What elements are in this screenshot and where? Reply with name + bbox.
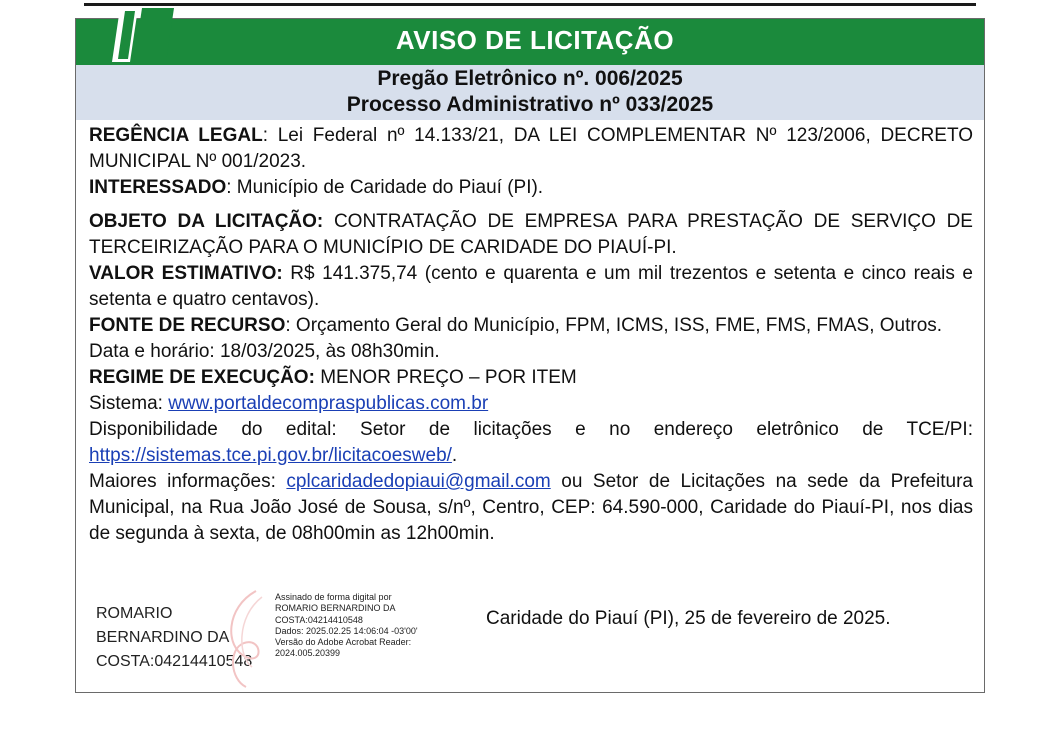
info-email-link[interactable]: cplcaridadedopiaui@gmail.com xyxy=(286,471,551,492)
fonte-text: : Orçamento Geral do Município, FPM, ICMS, ISS, FME, FMS, FMAS, Outros. xyxy=(285,315,943,336)
info-suffix: ou Setor de Licitações na sede da Prefeitura Municipal, na Rua João José de Sousa, s/nº, Centro, CEP: 64.590-000, Caridade do Piauí-PI, nos dias de segunda à sexta, de 08h00min as 12h00min. xyxy=(89,471,974,544)
valor-text: R$ 141.375,74 (cento e quarenta e um mil trezentos e setenta e cinco reais e setenta e quatro centavos). xyxy=(89,263,974,310)
notice-title: AVISO DE LICITAÇÃO xyxy=(395,25,675,55)
valor-paragraph xyxy=(89,261,973,313)
sistema-paragraph xyxy=(89,391,973,417)
signer-name-line: ROMARIO xyxy=(96,605,173,622)
signature-meta-line: Assinado de forma digital por xyxy=(275,592,392,602)
interessado-label: INTERESSADO xyxy=(89,177,227,198)
edital-suffix: . xyxy=(451,445,458,466)
regencia-text: : Lei Federal nº 14.133/21, DA LEI COMPLEMENTAR Nº 123/2006, DECRETO MUNICIPAL Nº 001/2023. xyxy=(89,125,973,172)
fonte-label: FONTE DE RECURSO xyxy=(89,315,286,336)
edital-link[interactable]: https://sistemas.tce.pi.gov.br/licitacoesweb/ xyxy=(89,445,452,466)
pregao-number: Pregão Eletrônico nº. 006/2025 xyxy=(377,67,683,90)
regime-label: REGIME DE EXECUÇÃO: xyxy=(89,367,315,388)
regime-paragraph xyxy=(89,365,973,391)
top-rule xyxy=(84,3,976,6)
signature-meta-line: ROMARIO BERNARDINO DA xyxy=(275,603,396,614)
signature-meta-line: Versão do Adobe Acrobat Reader: xyxy=(275,637,412,648)
subheader-band xyxy=(76,65,984,120)
logo-mark-icon xyxy=(110,4,174,62)
processo-number: Processo Administrativo nº 033/2025 xyxy=(346,93,714,116)
signature-meta-line: COSTA:04214410548 xyxy=(275,614,363,625)
place-and-date: Caridade do Piauí (PI), 25 de fevereiro de 2025. xyxy=(486,608,891,629)
notice-frame xyxy=(75,18,985,693)
regime-text: MENOR PREÇO – POR ITEM xyxy=(314,367,577,388)
info-prefix: Maiores informações: xyxy=(89,471,287,492)
signature-seal-icon xyxy=(216,587,276,691)
signer-name-line: COSTA:04214410548 xyxy=(96,653,253,670)
interessado-text: : Município de Caridade do Piauí (PI). xyxy=(226,177,544,198)
objeto-text: CONTRATAÇÃO DE EMPRESA PARA PRESTAÇÃO DE SERVIÇO DE TERCEIRIZAÇÃO PARA O MUNICÍPIO DE CARIDADE DO PIAUÍ-PI. xyxy=(89,211,973,258)
edital-paragraph xyxy=(89,417,973,469)
digital-signature-details xyxy=(275,592,465,660)
header-bar xyxy=(76,19,984,65)
notice-body xyxy=(89,123,973,547)
edital-prefix: Disponibilidade do edital: Setor de licitações e no endereço eletrônico de TCE/PI: xyxy=(89,419,973,440)
fonte-paragraph xyxy=(89,313,973,339)
signer-name-line: BERNARDINO DA xyxy=(96,629,230,646)
valor-label: VALOR ESTIMATIVO: xyxy=(89,263,283,284)
data-paragraph: Data e horário: 18/03/2025, às 08h30min. xyxy=(89,341,440,362)
sistema-link[interactable]: www.portaldecompraspublicas.com.br xyxy=(168,393,489,414)
sistema-prefix: Sistema: xyxy=(89,393,169,414)
regencia-label: REGÊNCIA LEGAL xyxy=(89,125,263,146)
objeto-label: OBJETO DA LICITAÇÃO: xyxy=(89,211,324,232)
info-paragraph xyxy=(89,469,973,547)
signature-meta-line: 2024.005.20399 xyxy=(275,648,341,659)
interessado-paragraph xyxy=(89,175,973,201)
signature-meta-line: Dados: 2025.02.25 14:06:04 -03'00' xyxy=(275,625,418,636)
objeto-paragraph xyxy=(89,209,973,261)
regencia-paragraph xyxy=(89,123,973,175)
